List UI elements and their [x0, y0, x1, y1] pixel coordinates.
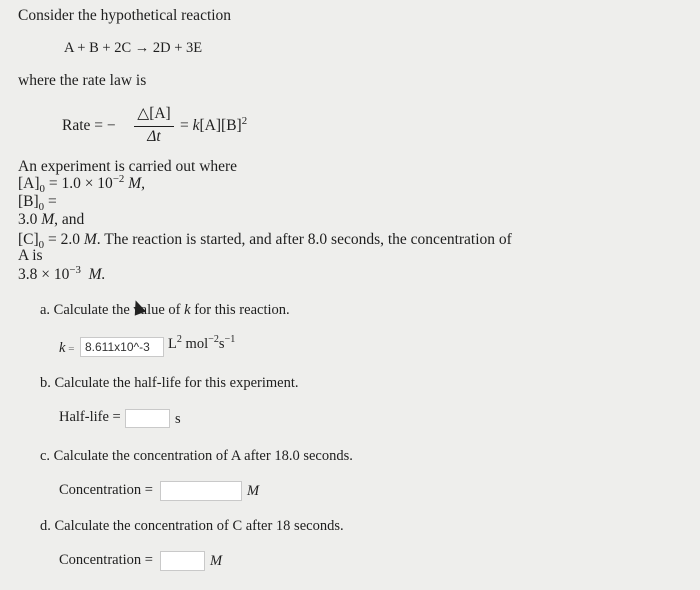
b0-label: [B] [18, 193, 39, 210]
c0-unit: M [83, 231, 97, 248]
c0-sub: 0 [38, 239, 45, 252]
result-exp: −3 [69, 263, 81, 276]
b0-sub: 0 [38, 201, 45, 214]
a0-exp: −2 [112, 172, 125, 185]
concentration-a-label: Concentration = [59, 482, 153, 498]
c0-line [18, 231, 512, 252]
part-a-label: a. Calculate the value of [40, 302, 185, 318]
b0-eq: = [44, 193, 57, 210]
part-b-prompt: b. Calculate the half-life for this experiment. [40, 375, 299, 391]
rate-denominator: Δt [147, 128, 161, 145]
concentration-a-unit: M [247, 483, 260, 499]
a0-line [18, 172, 146, 196]
half-life-label: Half-life = [59, 409, 121, 425]
fraction-bar [134, 126, 174, 127]
rate-constant: k [192, 117, 200, 134]
rate-numerator: △[A] [137, 105, 171, 122]
b0-unit: M [41, 211, 55, 228]
part-a-var: k [184, 302, 191, 318]
rate-rhs-eq: = [180, 117, 193, 134]
a-is-text: A is [18, 247, 43, 264]
unit-mol: mol [181, 336, 209, 352]
half-life-input[interactable] [125, 409, 170, 428]
b0-value: 3.0 [18, 211, 38, 228]
result-value: 3.8 × 10 [18, 266, 70, 283]
k-prefix: k [59, 340, 66, 356]
rate-law-intro: where the rate law is [18, 72, 147, 89]
c0-label: [C] [18, 231, 39, 248]
intro-text: Consider the hypothetical reaction [18, 7, 232, 24]
part-a-prompt [40, 302, 290, 319]
k-label [59, 340, 74, 357]
k-eq: = [65, 343, 75, 355]
a0-value: = 1.0 × 10 [44, 175, 113, 192]
b0-tail: , and [54, 211, 85, 228]
unit-s-exp: −1 [224, 334, 236, 346]
unit-L: L [168, 336, 177, 352]
unit-mol-exp: −2 [208, 334, 219, 346]
concentration-a-input[interactable] [160, 481, 242, 501]
unit-s: s [218, 336, 225, 352]
k-answer-input[interactable]: 8.611x10^-3 [80, 337, 164, 357]
rate-concentrations: [A][B] [199, 117, 242, 134]
part-a-label-tail: for this reaction. [190, 302, 290, 318]
rate-lhs: Rate = − [62, 117, 116, 134]
part-d-prompt: d. Calculate the concentration of C after 18 seconds. [40, 518, 344, 534]
a0-unit: M, [124, 175, 146, 192]
b0-value-line [18, 211, 84, 229]
rate-rhs [180, 114, 248, 135]
experiment-intro: An experiment is carried out where [18, 158, 238, 175]
concentration-c-unit: M [210, 553, 223, 569]
c0-tail: . The reaction is started, and after 8.0 seconds, the concentration of [96, 231, 512, 248]
result-line [18, 263, 106, 284]
a0-label: [A] [18, 175, 40, 192]
unit-L-exp: 2 [176, 334, 182, 346]
half-life-unit: s [175, 411, 181, 427]
reaction-equation: A + B + 2C → 2D + 3E [64, 40, 203, 56]
k-units [168, 336, 235, 353]
result-unit: M. [88, 266, 106, 283]
rate-exponent: 2 [241, 114, 248, 127]
concentration-c-input[interactable] [160, 551, 205, 571]
b0-line [18, 193, 57, 214]
concentration-c-label: Concentration = [59, 552, 153, 568]
a0-sub: 0 [39, 183, 45, 196]
part-c-prompt: c. Calculate the concentration of A after 18.0 seconds. [40, 448, 353, 464]
c0-value: = 2.0 [44, 231, 84, 248]
